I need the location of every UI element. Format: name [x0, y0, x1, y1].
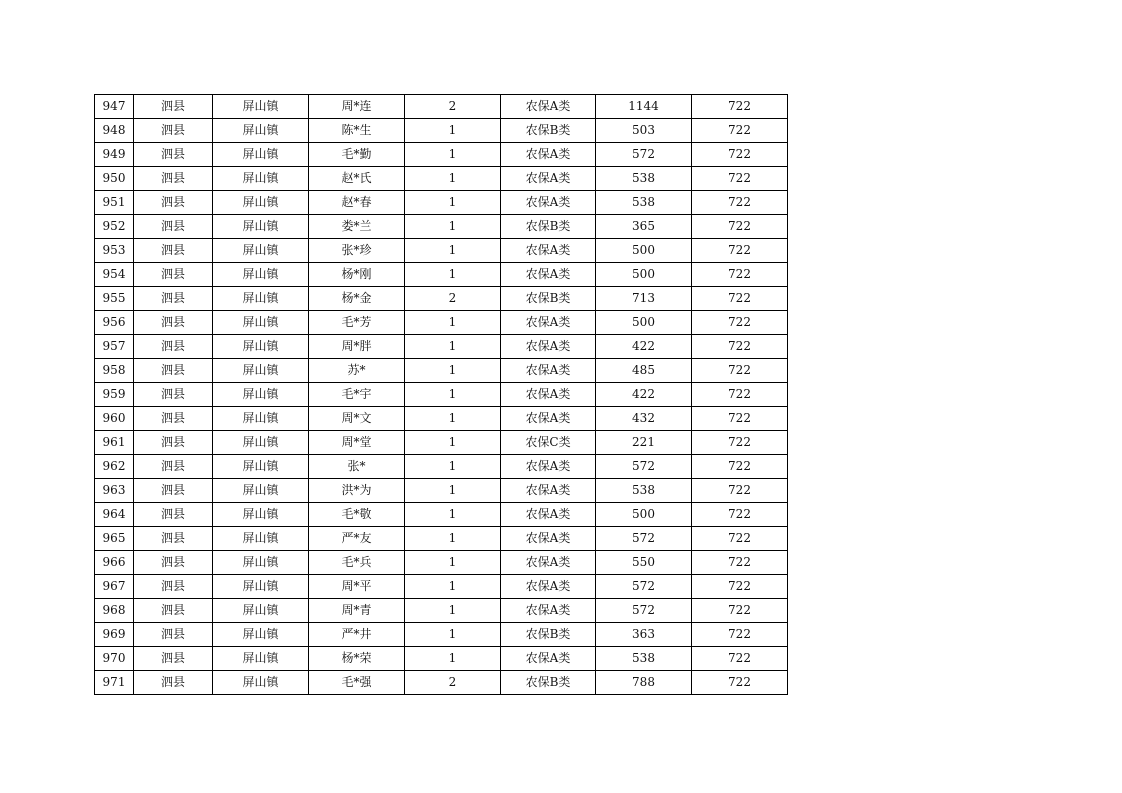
cell-household-size: 1 [405, 383, 501, 407]
cell-index: 951 [95, 191, 134, 215]
cell-standard: 722 [692, 527, 788, 551]
cell-household-size: 1 [405, 479, 501, 503]
cell-county: 泗县 [134, 575, 213, 599]
cell-name: 周*文 [309, 407, 405, 431]
cell-town: 屏山镇 [213, 191, 309, 215]
cell-household-size: 1 [405, 263, 501, 287]
cell-amount: 572 [596, 527, 692, 551]
table-row [95, 599, 788, 623]
cell-category: 农保A类 [501, 359, 596, 383]
cell-county: 泗县 [134, 623, 213, 647]
cell-town: 屏山镇 [213, 623, 309, 647]
data-table [94, 94, 788, 695]
cell-name: 赵*氏 [309, 167, 405, 191]
cell-amount: 365 [596, 215, 692, 239]
cell-amount: 572 [596, 455, 692, 479]
cell-category: 农保A类 [501, 167, 596, 191]
cell-category: 农保A类 [501, 383, 596, 407]
cell-name: 周*连 [309, 95, 405, 119]
cell-amount: 788 [596, 671, 692, 695]
cell-name: 毛*兵 [309, 551, 405, 575]
cell-standard: 722 [692, 143, 788, 167]
table-row [95, 407, 788, 431]
cell-county: 泗县 [134, 431, 213, 455]
cell-name: 毛*芳 [309, 311, 405, 335]
cell-amount: 503 [596, 119, 692, 143]
cell-name: 杨*刚 [309, 263, 405, 287]
table-row [95, 335, 788, 359]
cell-category: 农保A类 [501, 479, 596, 503]
cell-amount: 538 [596, 167, 692, 191]
cell-county: 泗县 [134, 407, 213, 431]
cell-category: 农保A类 [501, 503, 596, 527]
cell-name: 张* [309, 455, 405, 479]
cell-county: 泗县 [134, 527, 213, 551]
table-row [95, 287, 788, 311]
cell-town: 屏山镇 [213, 95, 309, 119]
cell-county: 泗县 [134, 479, 213, 503]
cell-category: 农保A类 [501, 143, 596, 167]
table-row [95, 359, 788, 383]
cell-standard: 722 [692, 407, 788, 431]
cell-index: 962 [95, 455, 134, 479]
cell-index: 961 [95, 431, 134, 455]
cell-county: 泗县 [134, 215, 213, 239]
cell-name: 苏* [309, 359, 405, 383]
cell-amount: 500 [596, 503, 692, 527]
cell-amount: 572 [596, 575, 692, 599]
cell-index: 950 [95, 167, 134, 191]
table-row [95, 311, 788, 335]
cell-index: 957 [95, 335, 134, 359]
cell-amount: 1144 [596, 95, 692, 119]
cell-town: 屏山镇 [213, 647, 309, 671]
cell-town: 屏山镇 [213, 311, 309, 335]
cell-county: 泗县 [134, 551, 213, 575]
cell-town: 屏山镇 [213, 263, 309, 287]
cell-town: 屏山镇 [213, 287, 309, 311]
table-row [95, 479, 788, 503]
cell-amount: 485 [596, 359, 692, 383]
cell-amount: 221 [596, 431, 692, 455]
cell-name: 杨*荣 [309, 647, 405, 671]
cell-standard: 722 [692, 551, 788, 575]
table-row [95, 503, 788, 527]
cell-category: 农保A类 [501, 407, 596, 431]
cell-index: 953 [95, 239, 134, 263]
cell-town: 屏山镇 [213, 407, 309, 431]
cell-category: 农保A类 [501, 527, 596, 551]
cell-household-size: 1 [405, 359, 501, 383]
cell-category: 农保B类 [501, 623, 596, 647]
cell-standard: 722 [692, 239, 788, 263]
cell-household-size: 1 [405, 119, 501, 143]
cell-name: 毛*宇 [309, 383, 405, 407]
table-row [95, 263, 788, 287]
cell-town: 屏山镇 [213, 599, 309, 623]
cell-index: 964 [95, 503, 134, 527]
cell-household-size: 1 [405, 191, 501, 215]
cell-town: 屏山镇 [213, 551, 309, 575]
cell-town: 屏山镇 [213, 503, 309, 527]
cell-name: 周*胖 [309, 335, 405, 359]
table-row [95, 143, 788, 167]
table-row [95, 383, 788, 407]
cell-name: 毛*强 [309, 671, 405, 695]
cell-town: 屏山镇 [213, 431, 309, 455]
cell-index: 959 [95, 383, 134, 407]
cell-standard: 722 [692, 575, 788, 599]
cell-amount: 422 [596, 335, 692, 359]
cell-town: 屏山镇 [213, 359, 309, 383]
cell-amount: 500 [596, 311, 692, 335]
cell-town: 屏山镇 [213, 575, 309, 599]
cell-index: 955 [95, 287, 134, 311]
cell-category: 农保A类 [501, 239, 596, 263]
cell-category: 农保A类 [501, 551, 596, 575]
cell-amount: 713 [596, 287, 692, 311]
cell-index: 971 [95, 671, 134, 695]
cell-standard: 722 [692, 95, 788, 119]
cell-county: 泗县 [134, 95, 213, 119]
cell-household-size: 1 [405, 239, 501, 263]
cell-name: 毛*勤 [309, 143, 405, 167]
table-row [95, 551, 788, 575]
cell-amount: 572 [596, 143, 692, 167]
cell-standard: 722 [692, 311, 788, 335]
cell-name: 赵*春 [309, 191, 405, 215]
cell-standard: 722 [692, 479, 788, 503]
cell-amount: 432 [596, 407, 692, 431]
table-body [95, 95, 788, 695]
cell-standard: 722 [692, 599, 788, 623]
cell-index: 967 [95, 575, 134, 599]
cell-standard: 722 [692, 503, 788, 527]
table-row [95, 239, 788, 263]
cell-index: 965 [95, 527, 134, 551]
cell-category: 农保B类 [501, 119, 596, 143]
cell-county: 泗县 [134, 503, 213, 527]
cell-amount: 500 [596, 239, 692, 263]
cell-household-size: 1 [405, 551, 501, 575]
cell-category: 农保A类 [501, 575, 596, 599]
cell-county: 泗县 [134, 335, 213, 359]
cell-name: 严*友 [309, 527, 405, 551]
cell-name: 周*堂 [309, 431, 405, 455]
cell-index: 958 [95, 359, 134, 383]
cell-category: 农保B类 [501, 671, 596, 695]
cell-category: 农保B类 [501, 287, 596, 311]
cell-town: 屏山镇 [213, 143, 309, 167]
table-row [95, 119, 788, 143]
cell-household-size: 1 [405, 167, 501, 191]
cell-household-size: 1 [405, 431, 501, 455]
cell-town: 屏山镇 [213, 479, 309, 503]
cell-name: 周*平 [309, 575, 405, 599]
cell-household-size: 1 [405, 647, 501, 671]
table-row [95, 431, 788, 455]
cell-county: 泗县 [134, 167, 213, 191]
cell-household-size: 1 [405, 455, 501, 479]
cell-category: 农保A类 [501, 95, 596, 119]
cell-standard: 722 [692, 671, 788, 695]
cell-name: 娄*兰 [309, 215, 405, 239]
table-row [95, 671, 788, 695]
cell-name: 周*青 [309, 599, 405, 623]
cell-county: 泗县 [134, 383, 213, 407]
cell-household-size: 2 [405, 287, 501, 311]
cell-standard: 722 [692, 335, 788, 359]
cell-name: 严*井 [309, 623, 405, 647]
cell-town: 屏山镇 [213, 335, 309, 359]
cell-amount: 572 [596, 599, 692, 623]
cell-amount: 500 [596, 263, 692, 287]
cell-category: 农保C类 [501, 431, 596, 455]
cell-standard: 722 [692, 647, 788, 671]
cell-county: 泗县 [134, 311, 213, 335]
cell-index: 969 [95, 623, 134, 647]
table-row [95, 455, 788, 479]
cell-town: 屏山镇 [213, 455, 309, 479]
cell-category: 农保A类 [501, 335, 596, 359]
cell-household-size: 2 [405, 671, 501, 695]
cell-household-size: 1 [405, 623, 501, 647]
cell-county: 泗县 [134, 599, 213, 623]
cell-household-size: 2 [405, 95, 501, 119]
cell-category: 农保A类 [501, 599, 596, 623]
cell-town: 屏山镇 [213, 119, 309, 143]
cell-household-size: 1 [405, 599, 501, 623]
cell-household-size: 1 [405, 215, 501, 239]
cell-standard: 722 [692, 359, 788, 383]
cell-name: 洪*为 [309, 479, 405, 503]
cell-household-size: 1 [405, 527, 501, 551]
cell-name: 陈*生 [309, 119, 405, 143]
table-row [95, 95, 788, 119]
cell-household-size: 1 [405, 143, 501, 167]
cell-household-size: 1 [405, 311, 501, 335]
cell-index: 963 [95, 479, 134, 503]
cell-index: 949 [95, 143, 134, 167]
cell-household-size: 1 [405, 407, 501, 431]
cell-town: 屏山镇 [213, 527, 309, 551]
cell-household-size: 1 [405, 335, 501, 359]
cell-category: 农保B类 [501, 215, 596, 239]
cell-index: 968 [95, 599, 134, 623]
cell-index: 952 [95, 215, 134, 239]
cell-standard: 722 [692, 455, 788, 479]
cell-county: 泗县 [134, 263, 213, 287]
cell-town: 屏山镇 [213, 167, 309, 191]
cell-index: 960 [95, 407, 134, 431]
table-row [95, 647, 788, 671]
table-row [95, 191, 788, 215]
cell-county: 泗县 [134, 455, 213, 479]
cell-county: 泗县 [134, 191, 213, 215]
cell-index: 966 [95, 551, 134, 575]
cell-standard: 722 [692, 623, 788, 647]
cell-amount: 538 [596, 191, 692, 215]
cell-household-size: 1 [405, 503, 501, 527]
cell-standard: 722 [692, 167, 788, 191]
cell-standard: 722 [692, 119, 788, 143]
cell-town: 屏山镇 [213, 239, 309, 263]
table-row [95, 575, 788, 599]
cell-category: 农保A类 [501, 311, 596, 335]
cell-county: 泗县 [134, 287, 213, 311]
cell-index: 947 [95, 95, 134, 119]
cell-amount: 363 [596, 623, 692, 647]
cell-standard: 722 [692, 215, 788, 239]
table-row [95, 215, 788, 239]
cell-standard: 722 [692, 191, 788, 215]
cell-household-size: 1 [405, 575, 501, 599]
cell-county: 泗县 [134, 359, 213, 383]
cell-index: 948 [95, 119, 134, 143]
cell-county: 泗县 [134, 239, 213, 263]
cell-amount: 550 [596, 551, 692, 575]
cell-amount: 422 [596, 383, 692, 407]
cell-name: 毛*敬 [309, 503, 405, 527]
cell-county: 泗县 [134, 647, 213, 671]
cell-town: 屏山镇 [213, 215, 309, 239]
cell-standard: 722 [692, 287, 788, 311]
cell-standard: 722 [692, 263, 788, 287]
cell-category: 农保A类 [501, 191, 596, 215]
cell-county: 泗县 [134, 143, 213, 167]
table-row [95, 623, 788, 647]
table-row [95, 527, 788, 551]
table-row [95, 167, 788, 191]
cell-index: 970 [95, 647, 134, 671]
cell-county: 泗县 [134, 671, 213, 695]
cell-amount: 538 [596, 479, 692, 503]
cell-index: 956 [95, 311, 134, 335]
cell-name: 张*珍 [309, 239, 405, 263]
cell-standard: 722 [692, 431, 788, 455]
cell-standard: 722 [692, 383, 788, 407]
cell-town: 屏山镇 [213, 383, 309, 407]
cell-town: 屏山镇 [213, 671, 309, 695]
cell-category: 农保A类 [501, 647, 596, 671]
cell-index: 954 [95, 263, 134, 287]
cell-category: 农保A类 [501, 455, 596, 479]
document-sheet [94, 94, 788, 695]
cell-county: 泗县 [134, 119, 213, 143]
cell-category: 农保A类 [501, 263, 596, 287]
cell-amount: 538 [596, 647, 692, 671]
cell-name: 杨*金 [309, 287, 405, 311]
